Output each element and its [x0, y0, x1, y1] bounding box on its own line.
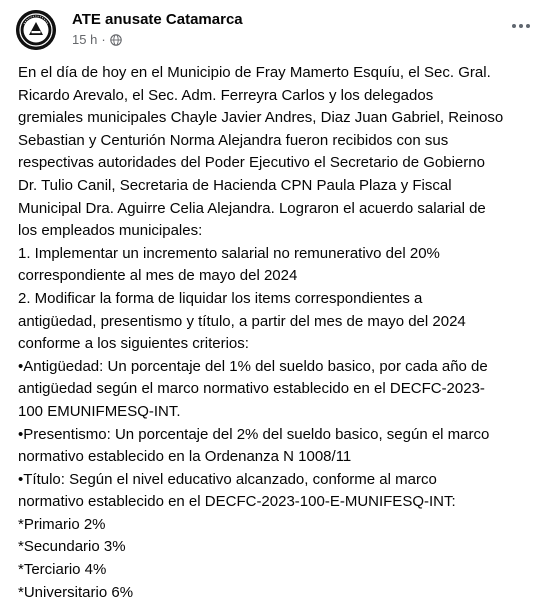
post-text-line: gremiales municipales Chayle Javier Andres, Diaz Juan Gabriel, Reinoso	[18, 109, 504, 127]
post-author[interactable]: ATE anusate Catamarca	[72, 11, 243, 28]
post-text-line: Sebastian y Centurión Norma Alejandra fueron recibidos con sus	[18, 131, 449, 149]
meta-separator: ·	[101, 32, 106, 47]
post-meta	[72, 32, 122, 47]
post-header	[16, 10, 533, 54]
post-text-line: •Presentismo: Un porcentaje del 2% del sueldo basico, según el marco	[18, 425, 490, 443]
post-text-line: 1. Implementar un incremento salarial no remunerativo del 20%	[18, 244, 440, 262]
post-text-line: respectivas autoridades del Poder Ejecutivo el Secretario de Gobierno	[18, 154, 485, 172]
post-text-line: correspondiente al mes de mayo del 2024	[18, 267, 298, 285]
globe-icon[interactable]	[110, 34, 122, 46]
post-text-line: 100 EMUNIFMESQ-INT.	[18, 402, 181, 420]
post-text-line: normativo establecido en la Ordenanza N 1008/11	[18, 448, 352, 466]
post-text-line: *Secundario 3%	[18, 538, 126, 556]
post-text-line: *Primario 2%	[18, 515, 106, 533]
post-text-line: los empleados municipales:	[18, 222, 203, 240]
post-text-line: antigüedad, presentismo y título, a partir del mes de mayo del 2024	[18, 312, 466, 330]
post-text-line: conforme a los siguientes criterios:	[18, 335, 249, 353]
post-text-line: En el día de hoy en el Municipio de Fray Mamerto Esquíu, el Sec. Gral.	[18, 64, 491, 81]
post-text-line: •Título: Según el nivel educativo alcanzado, conforme al marco	[18, 470, 437, 488]
post-text-line: •Antigüedad: Un porcentaje del 1% del sueldo basico, por cada año de	[18, 357, 488, 375]
ate-logo-icon	[16, 10, 56, 50]
post-text-line: antigüedad según el marco normativo establecido en el DECFC-2023-	[18, 380, 485, 398]
more-options-icon[interactable]	[509, 16, 533, 36]
post-text-line: 2. Modificar la forma de liquidar los items correspondientes a	[18, 289, 423, 307]
post-text-line: *Terciario 4%	[18, 561, 107, 579]
post-text-line: Dr. Tulio Canil, Secretaria de Hacienda CPN Paula Plaza y Fiscal	[18, 176, 452, 194]
avatar[interactable]	[16, 10, 56, 50]
post-text-line: *Universitario 6%	[18, 583, 134, 601]
post-text-line: Municipal Dra. Aguirre Celia Alejandra. Lograron el acuerdo salarial de	[18, 199, 486, 217]
post-text-line: normativo establecido en el DECFC-2023-100-E-MUNIFESQ-INT:	[18, 493, 456, 511]
post-time[interactable]: 15 h	[72, 32, 98, 47]
post-body	[18, 62, 538, 604]
post-text-line: Ricardo Arevalo, el Sec. Adm. Ferreyra Carlos y los delegados	[18, 86, 434, 104]
